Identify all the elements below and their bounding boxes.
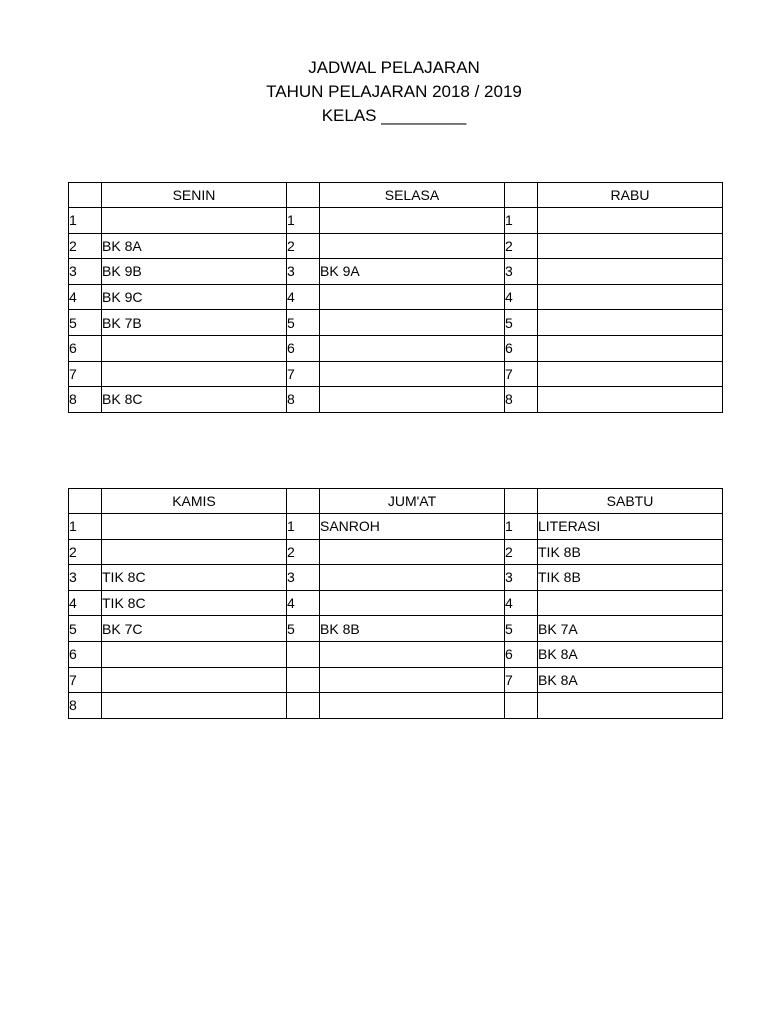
period-number [505, 693, 538, 719]
period-number [287, 667, 320, 693]
class-cell [102, 667, 287, 693]
table-header-row [69, 183, 723, 208]
period-number: 1 [287, 514, 320, 540]
period-number: 3 [287, 259, 320, 285]
period-number: 7 [287, 361, 320, 387]
class-cell: BK 9C [102, 284, 287, 310]
table-row [69, 667, 723, 693]
class-cell [538, 693, 723, 719]
period-number: 6 [505, 335, 538, 361]
corner-cell [287, 183, 320, 208]
class-cell [538, 335, 723, 361]
table-row [69, 259, 723, 285]
class-cell [538, 233, 723, 259]
period-number: 8 [505, 387, 538, 413]
class-cell: SANROH [320, 514, 505, 540]
period-number: 7 [505, 667, 538, 693]
class-cell: BK 8A [102, 233, 287, 259]
period-number: 5 [505, 310, 538, 336]
table-row [69, 361, 723, 387]
period-number: 5 [287, 310, 320, 336]
corner-cell [69, 183, 102, 208]
class-cell [102, 641, 287, 667]
table-row [69, 539, 723, 565]
period-number: 4 [69, 284, 102, 310]
period-number: 4 [287, 284, 320, 310]
class-cell [320, 693, 505, 719]
document-title: JADWAL PELAJARAN [308, 58, 480, 77]
period-number: 6 [69, 641, 102, 667]
class-cell [320, 233, 505, 259]
class-cell: BK 8A [538, 641, 723, 667]
class-cell [320, 208, 505, 234]
corner-cell [287, 489, 320, 514]
class-cell: LITERASI [538, 514, 723, 540]
period-number: 4 [69, 590, 102, 616]
period-number: 2 [505, 539, 538, 565]
period-number: 5 [69, 616, 102, 642]
class-cell: BK 8A [538, 667, 723, 693]
table-row [69, 335, 723, 361]
period-number: 7 [505, 361, 538, 387]
class-cell [320, 310, 505, 336]
table-row [69, 565, 723, 591]
class-cell [320, 539, 505, 565]
period-number: 6 [69, 335, 102, 361]
class-cell: BK 7C [102, 616, 287, 642]
academic-year: TAHUN PELAJARAN 2018 / 2019 [266, 82, 522, 101]
class-cell [538, 387, 723, 413]
table-row [69, 284, 723, 310]
day-header-selasa: SELASA [320, 183, 505, 208]
schedule-table-2 [68, 488, 723, 719]
period-number: 2 [69, 233, 102, 259]
class-cell: BK 8C [102, 387, 287, 413]
class-cell [538, 310, 723, 336]
class-cell [102, 693, 287, 719]
table-row [69, 641, 723, 667]
period-number: 1 [69, 208, 102, 234]
class-cell [102, 208, 287, 234]
table-row [69, 590, 723, 616]
table-row [69, 233, 723, 259]
day-header-kamis: KAMIS [102, 489, 287, 514]
period-number: 2 [505, 233, 538, 259]
class-cell: BK 9B [102, 259, 287, 285]
day-header-senin: SENIN [102, 183, 287, 208]
class-cell: TIK 8B [538, 565, 723, 591]
class-cell [320, 361, 505, 387]
class-cell [102, 361, 287, 387]
period-number: 1 [69, 514, 102, 540]
period-number: 6 [287, 335, 320, 361]
class-cell: TIK 8C [102, 565, 287, 591]
period-number: 8 [287, 387, 320, 413]
schedule-body-2 [69, 514, 723, 719]
class-cell: TIK 8B [538, 539, 723, 565]
period-number [287, 693, 320, 719]
class-cell: BK 8B [320, 616, 505, 642]
class-cell [320, 590, 505, 616]
class-cell [320, 335, 505, 361]
corner-cell [505, 183, 538, 208]
period-number: 4 [287, 590, 320, 616]
table-header-row [69, 489, 723, 514]
class-cell [538, 361, 723, 387]
class-cell [320, 284, 505, 310]
class-field: KELAS _________ [321, 106, 467, 125]
period-number: 3 [505, 259, 538, 285]
class-cell [538, 208, 723, 234]
period-number: 1 [287, 208, 320, 234]
period-number: 8 [69, 387, 102, 413]
class-cell: TIK 8C [102, 590, 287, 616]
document-header [0, 56, 768, 128]
class-cell [102, 514, 287, 540]
day-header-jumat: JUM'AT [320, 489, 505, 514]
period-number: 5 [69, 310, 102, 336]
corner-cell [69, 489, 102, 514]
table-row [69, 693, 723, 719]
period-number: 4 [505, 590, 538, 616]
period-number: 5 [287, 616, 320, 642]
period-number: 5 [505, 616, 538, 642]
period-number: 1 [505, 514, 538, 540]
period-number: 7 [69, 361, 102, 387]
table-row [69, 616, 723, 642]
class-cell [320, 387, 505, 413]
schedule-body-1 [69, 208, 723, 413]
class-cell: BK 9A [320, 259, 505, 285]
class-cell [320, 641, 505, 667]
table-row [69, 208, 723, 234]
period-number: 3 [505, 565, 538, 591]
day-header-rabu: RABU [538, 183, 723, 208]
period-number: 3 [287, 565, 320, 591]
period-number: 7 [69, 667, 102, 693]
schedule-table-1 [68, 182, 723, 413]
period-number: 2 [287, 233, 320, 259]
class-cell [102, 335, 287, 361]
class-cell [320, 565, 505, 591]
class-cell [538, 259, 723, 285]
period-number: 2 [69, 539, 102, 565]
class-cell: BK 7B [102, 310, 287, 336]
period-number: 1 [505, 208, 538, 234]
period-number: 4 [505, 284, 538, 310]
table-row [69, 387, 723, 413]
class-cell: BK 7A [538, 616, 723, 642]
period-number [287, 641, 320, 667]
period-number: 2 [287, 539, 320, 565]
table-row [69, 514, 723, 540]
day-header-sabtu: SABTU [538, 489, 723, 514]
period-number: 6 [505, 641, 538, 667]
table-row [69, 310, 723, 336]
corner-cell [505, 489, 538, 514]
class-cell [538, 590, 723, 616]
class-cell [102, 539, 287, 565]
period-number: 3 [69, 259, 102, 285]
class-cell [320, 667, 505, 693]
period-number: 3 [69, 565, 102, 591]
class-cell [538, 284, 723, 310]
period-number: 8 [69, 693, 102, 719]
